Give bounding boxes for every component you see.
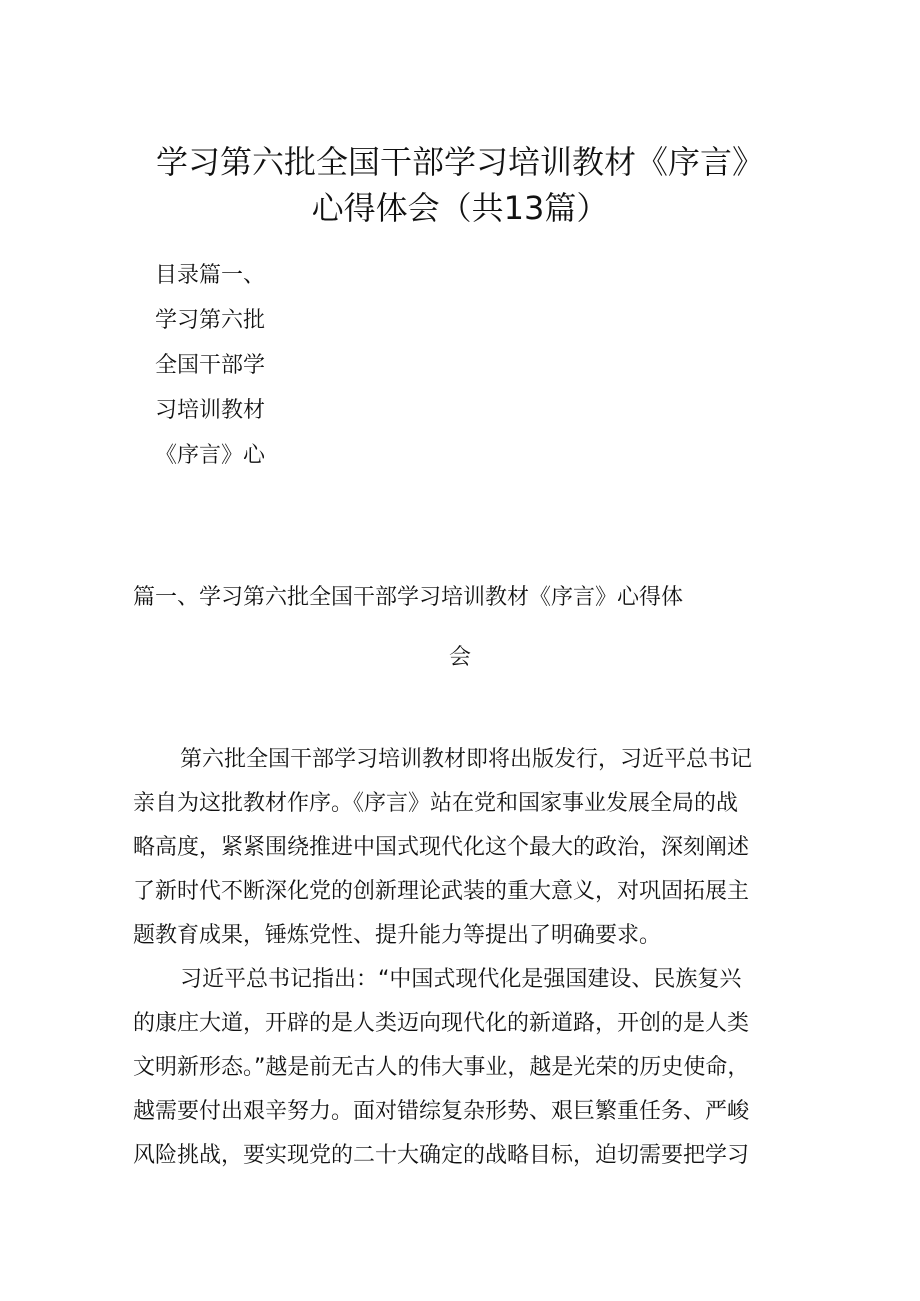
body-line: 越需要付出艰辛努力。面对错综复杂形势、艰巨繁重任务、严峻: [133, 1099, 750, 1124]
toc-line: 目录篇一、: [155, 263, 266, 288]
document-title-line-2: 心得体会（共13篇）: [311, 189, 609, 227]
body-line: 文明新形态。”越是前无古人的伟大事业，越是光荣的历史使命，: [133, 1055, 750, 1080]
table-of-contents: [155, 258, 265, 483]
body-line: 风险挑战，要实现党的二十大确定的战略目标，迫切需要把学习: [133, 1143, 750, 1168]
body-line: 了新时代不断深化党的创新理论武装的重大意义，对巩固拓展主: [133, 879, 750, 904]
body-line: 的康庄大道，开辟的是人类迈向现代化的新道路，开创的是人类: [133, 1011, 750, 1036]
toc-line: 学习第六批: [155, 308, 266, 333]
toc-line: 《序言》心: [155, 443, 266, 468]
body-line: 题教育成果，锤炼党性、提升能力等提出了明确要求。: [133, 923, 662, 948]
section-heading-line-2: 会: [448, 645, 471, 670]
toc-line: 全国干部学: [155, 353, 266, 378]
body-line: 亲自为这批教材作序。《序言》站在党和国家事业发展全局的战: [133, 791, 739, 816]
toc-line: 习培训教材: [155, 398, 266, 423]
body-line: 略高度，紧紧围绕推进中国式现代化这个最大的政治，深刻阐述: [133, 835, 750, 860]
document-title-line-1: 学习第六批全国干部学习培训教材《序言》: [155, 143, 764, 181]
body-line: 第六批全国干部学习培训教材即将出版发行，习近平总书记: [180, 747, 753, 772]
body-line: 习近平总书记指出：“中国式现代化是强国建设、民族复兴: [180, 967, 742, 992]
section-heading-line-1: 篇一、学习第六批全国干部学习培训教材《序言》心得体: [133, 585, 684, 610]
